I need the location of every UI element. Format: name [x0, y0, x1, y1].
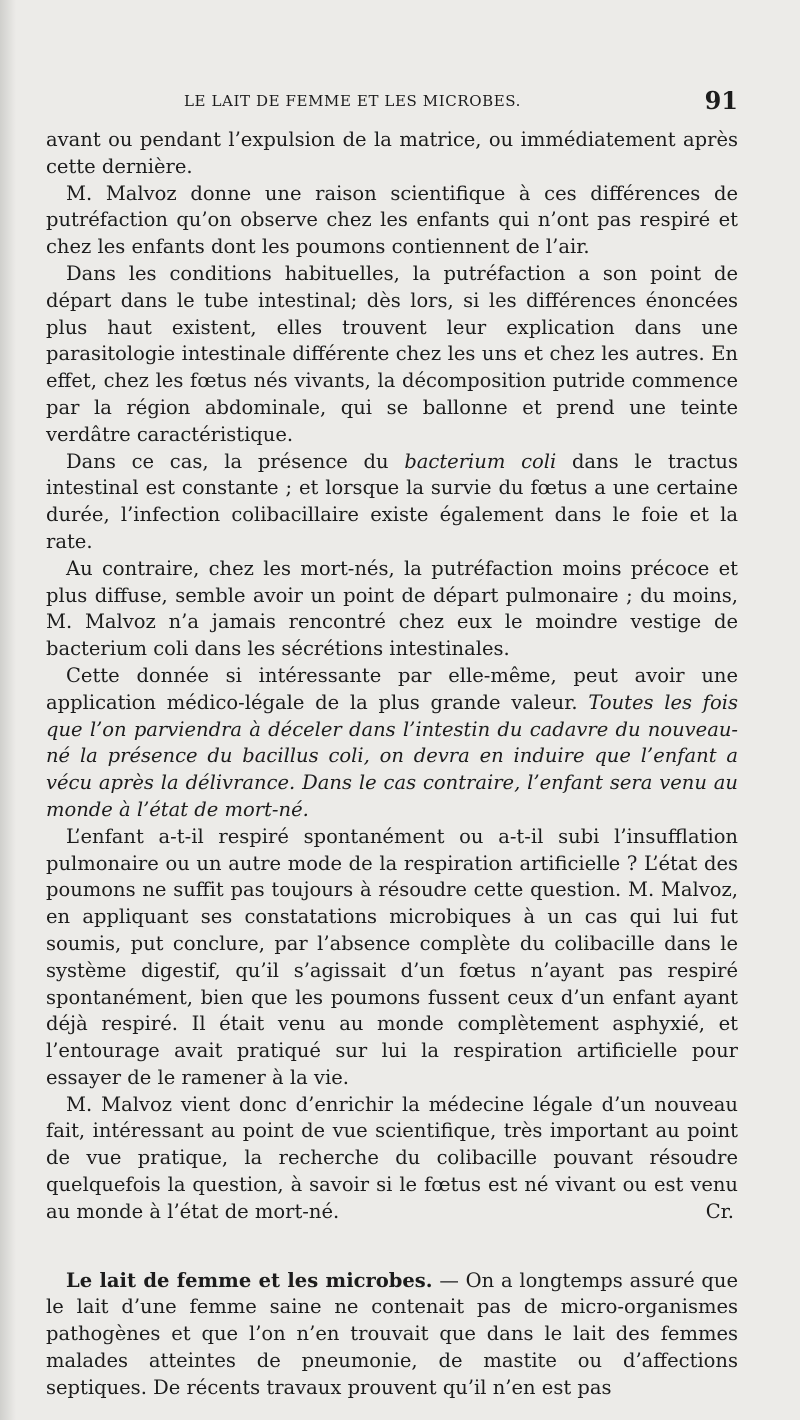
section-title: Le lait de femme et les microbes.	[66, 1268, 433, 1292]
italic-term: bacterium coli	[404, 449, 557, 473]
section-paragraph	[46, 1268, 738, 1402]
italic-passage: Toutes les fois que l’on parviendra à déceler dans l’intestin du cadavre du nouveau-né la présence du bacillus coli, on devra en induire que l’enfant a vécu après la délivrance. Dans le cas contraire, l’enfant sera venu au monde à l’état de mort-né.	[46, 690, 738, 821]
paragraph	[46, 556, 738, 663]
author-signature: Cr.	[705, 1199, 734, 1223]
running-title: LE LAIT DE FEMME ET LES MICROBES.	[184, 92, 522, 110]
paragraph	[46, 449, 738, 556]
section-gap	[46, 1226, 738, 1268]
paragraph-text: M. Malvoz vient donc d’enrichir la médecine légale d’un nouveau fait, intéressant au point de vue scientifique, très important au point de vue pratique, la recherche du colibacille pouvant résoudre quelquefois la question, à savoir si le fœtus est né vivant ou est venu au monde à l’état de mort-né.	[46, 1092, 738, 1223]
paragraph	[46, 663, 738, 824]
paragraph-text: L’enfant a-t-il respiré spontanément ou a-t-il subi l’insufflation pulmonaire ou un autre mode de la respiration artificielle ? L’état des poumons ne suffit pas toujours à résoudre cette question. M. Malvoz, en appliquant ses constatations microbiques à un cas qui lui fut soumis, put conclure, par l’absence complète du colibacille dans le système digestif, qu’il s’agissait d’un fœtus n’ayant pas respiré spontanément, bien que les poumons fussent ceux d’un enfant ayant déjà respiré. Il était venu au monde complètement asphyxié, et l’entourage avait pratiqué sur lui la respiration artificielle pour essayer de le ramener à la vie.	[46, 824, 738, 1089]
paragraph-text: Cette donnée si intéressante par elle-même, peut avoir une application médico-légale de la plus grande valeur.	[46, 663, 738, 714]
running-header	[48, 86, 738, 116]
paragraph-continued	[46, 127, 738, 181]
paragraph	[46, 1092, 738, 1226]
paragraph-text: avant ou pendant l’expulsion de la matrice, ou immédiatement après cette dernière.	[46, 128, 738, 178]
page-number: 91	[704, 86, 738, 115]
paragraph-text: Dans ce cas, la présence du	[66, 449, 405, 473]
paragraph	[46, 181, 738, 261]
section-text: — On a longtemps assuré que le lait d’une femme saine ne contenait pas de micro-organismes pathogènes et que l’on n’en trouvait que dans le lait des femmes malades atteintes de pneumonie, de mastite ou d’affections septiques. De récents travaux prouvent qu’il n’en est pas	[46, 1268, 738, 1399]
page-shadow	[0, 0, 16, 1420]
paragraph	[46, 261, 738, 449]
paragraph-text: Dans les conditions habituelles, la putréfaction a son point de départ dans le tube intestinal; dès lors, si les différences énoncées plus haut existent, elles trouvent leur explication dans une parasitologie intestinale différente chez les uns et chez les autres. En effet, chez les fœtus nés vivants, la décomposition putride commence par la région abdominale, qui se ballonne et prend une teinte verdâtre caractéristique.	[46, 261, 738, 446]
paragraph-text: M. Malvoz donne une raison scientifique à ces différences de putréfaction qu’on observe chez les enfants qui n’ont pas respiré et chez les enfants dont les poumons contiennent de l’air.	[46, 181, 738, 259]
paragraph-text: dans le tractus intestinal est constante ; et lorsque la survie du fœtus a une certaine durée, l’infection colibacillaire existe également dans le foie et la rate.	[46, 449, 738, 553]
body-text	[46, 127, 738, 1402]
paragraph	[46, 824, 738, 1092]
paragraph-text: Au contraire, chez les mort-nés, la putréfaction moins précoce et plus diffuse, semble avoir un point de départ pulmonaire ; du moins, M. Malvoz n’a jamais rencontré chez eux le moindre vestige de bacterium coli dans les sécrétions intestinales.	[46, 556, 738, 661]
